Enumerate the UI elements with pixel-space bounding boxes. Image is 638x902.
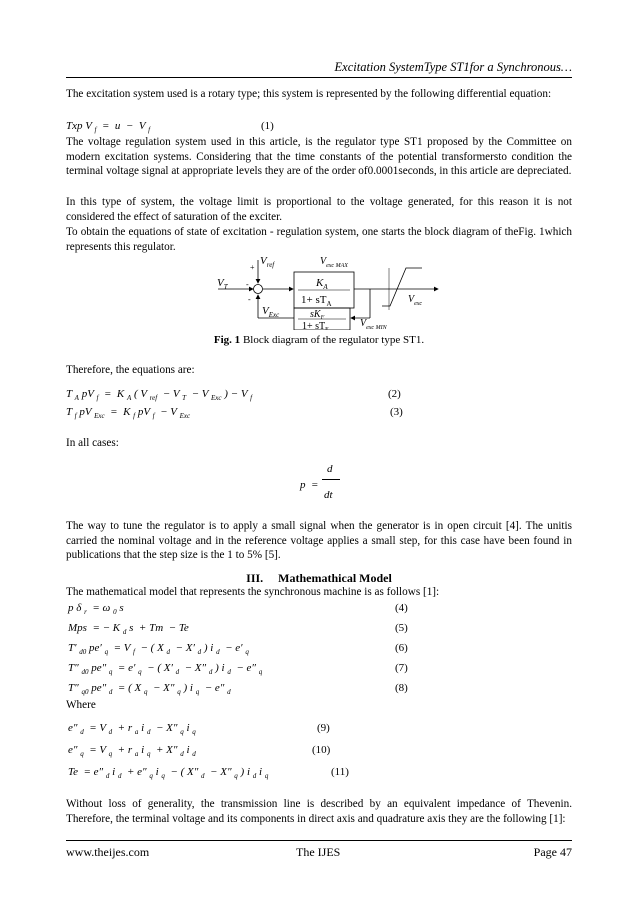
ka-denominator: $1+ sT_A$ — [301, 294, 332, 308]
vexc-min-label: $V_{exc MIN}$ — [360, 318, 387, 330]
vexc-feedback-label: $V_{Exc}$ — [262, 305, 280, 319]
equation-4: p δ $_r$ = ω $_0$ s — [68, 602, 124, 617]
running-header: Excitation SystemType ST1for a Synchronous… — [334, 60, 572, 74]
equation-9: e″ $_d$ = V $_d$ + r $_a$ i $_d$ − X″ $_q$ i $_q$ — [68, 722, 196, 737]
equation-number-6: (6) — [395, 642, 408, 654]
equation-6: T′ $_{d0}$ pe′ $_q$ = V $_f$ − ( X $_d$ − X′ $_d$ ) i $_d$ − e′ $_q$ — [68, 642, 249, 657]
figure-caption — [0, 334, 638, 346]
vexc-output-label: $V_{exc}$ — [408, 294, 423, 307]
equation-number-3: (3) — [390, 406, 403, 418]
minus-sign-vt: - — [246, 280, 249, 289]
where-label: Where — [66, 699, 96, 711]
equation-number-1: (1) — [261, 120, 274, 132]
summing-junction — [254, 285, 263, 294]
equation-number-9: (9) — [317, 722, 330, 734]
vref-label: $V_{ref}$ — [260, 255, 275, 269]
equation-8: T″ $_{q0}$ pe″ $_d$ = ( X $_q$ − X″ $_q$ ) i $_q$ − e″ $_d$ — [68, 682, 231, 697]
equation-number-10: (10) — [312, 744, 331, 756]
footer-page-number: Page 47 — [533, 845, 572, 859]
footer-website-link[interactable]: www.theijes.com — [66, 845, 150, 859]
paragraph-3: In this type of system, the voltage limit is proportional to the voltage generated, for this reason it is not considered the effect of saturation of the exciter. — [66, 196, 572, 223]
derivative-numerator: d — [327, 463, 333, 475]
paragraph-1: The excitation system used is a rotary type; this system is represented by the following differential equation: — [66, 88, 552, 100]
kf-numerator: $sK_F$ — [310, 309, 325, 321]
section-number: III. — [246, 571, 264, 585]
equation-11: Te = e″ $_d$ i $_d$ + e″ $_q$ i $_q$ − ( X″ $_d$ − X″ $_q$ ) i $_d$ i $_q$ — [68, 766, 269, 781]
equation-number-2: (2) — [388, 388, 401, 400]
header-rule — [66, 77, 572, 78]
plus-sign: + — [250, 263, 255, 272]
block-diagram-figure — [210, 250, 445, 330]
paragraph-4: To obtain the equations of state of excitation - regulation system, one starts the block diagram of theFig. 1which represents this regulator. — [66, 226, 572, 253]
vt-label: $V_T$ — [217, 277, 228, 291]
ka-numerator: $K_A$ — [316, 277, 328, 291]
equation-2: T $_A$ pV $_f$ = K $_A$ ( V $_{ref}$ − V $_T$ − V $_{Exc}$ ) − V $_f$ — [66, 388, 253, 403]
section-heading — [0, 571, 638, 586]
derivative-denominator: dt — [324, 489, 333, 501]
equation-number-7: (7) — [395, 662, 408, 674]
equation-p-definition: p = — [300, 479, 319, 491]
minus-sign-feedback: - — [248, 295, 251, 304]
section-title: Mathemathical Model — [278, 571, 392, 585]
equation-10: e″ $_q$ = V $_q$ + r $_a$ i $_q$ + X″ $_d$ i $_d$ — [68, 744, 196, 759]
figure-caption-text: Block diagram of the regulator type ST1. — [240, 334, 425, 346]
equation-7: T″ $_{d0}$ pe″ $_q$ = e′ $_q$ − ( X′ $_d$ − X″ $_d$ ) i $_d$ − e″ $_q$ — [68, 662, 263, 677]
equation-1: Txp V $_f$ = u − V $_f$ — [66, 120, 151, 135]
paragraph-6: In all cases: — [66, 437, 119, 449]
equation-5: Mps = − K $_d$ s + Tm − Te — [68, 622, 189, 637]
footer-journal-name: The IJES — [296, 845, 341, 859]
paragraph-2: The voltage regulation system used in this article, is the regulator type ST1 proposed by the Committee on modern excitation systems. Considering that the time constants of the potential transformersto condition the terminal voltage signal at appropriate levels they are of the order of0.0001seconds, in this article are depreciated. — [66, 136, 572, 178]
footer-rule — [66, 840, 572, 841]
equation-number-5: (5) — [395, 622, 408, 634]
kf-denominator: $1+ sT_F$ — [302, 321, 329, 330]
paragraph-5: Therefore, the equations are: — [66, 364, 195, 376]
derivative-fraction-bar — [322, 479, 340, 480]
figure-caption-label: Fig. 1 — [213, 334, 241, 346]
paragraph-8: The mathematical model that represents the synchronous machine is as follows [1]: — [66, 586, 440, 598]
paragraph-9: Without loss of generality, the transmission line is described by an equivalent impedance of Thevenin. Therefore, the terminal voltage and its components in direct axis and quadrature axis they are the following [1]: — [66, 798, 572, 825]
vexc-max-label: $V_{exc MAX}$ — [320, 256, 348, 269]
paragraph-7: The way to tune the regulator is to apply a small signal when the generator is in open circuit [4]. The unitis carried the nominal voltage and in the reference voltage applies a small step, for this case have been found in publications that the step size is the 1 to 5% [5]. — [66, 520, 572, 562]
equation-number-8: (8) — [395, 682, 408, 694]
equation-number-11: (11) — [331, 766, 349, 778]
equation-3: T $_f$ pV $_{Exc}$ = K $_f$ pV $_f$ − V $_{Exc}$ — [66, 406, 191, 421]
equation-number-4: (4) — [395, 602, 408, 614]
